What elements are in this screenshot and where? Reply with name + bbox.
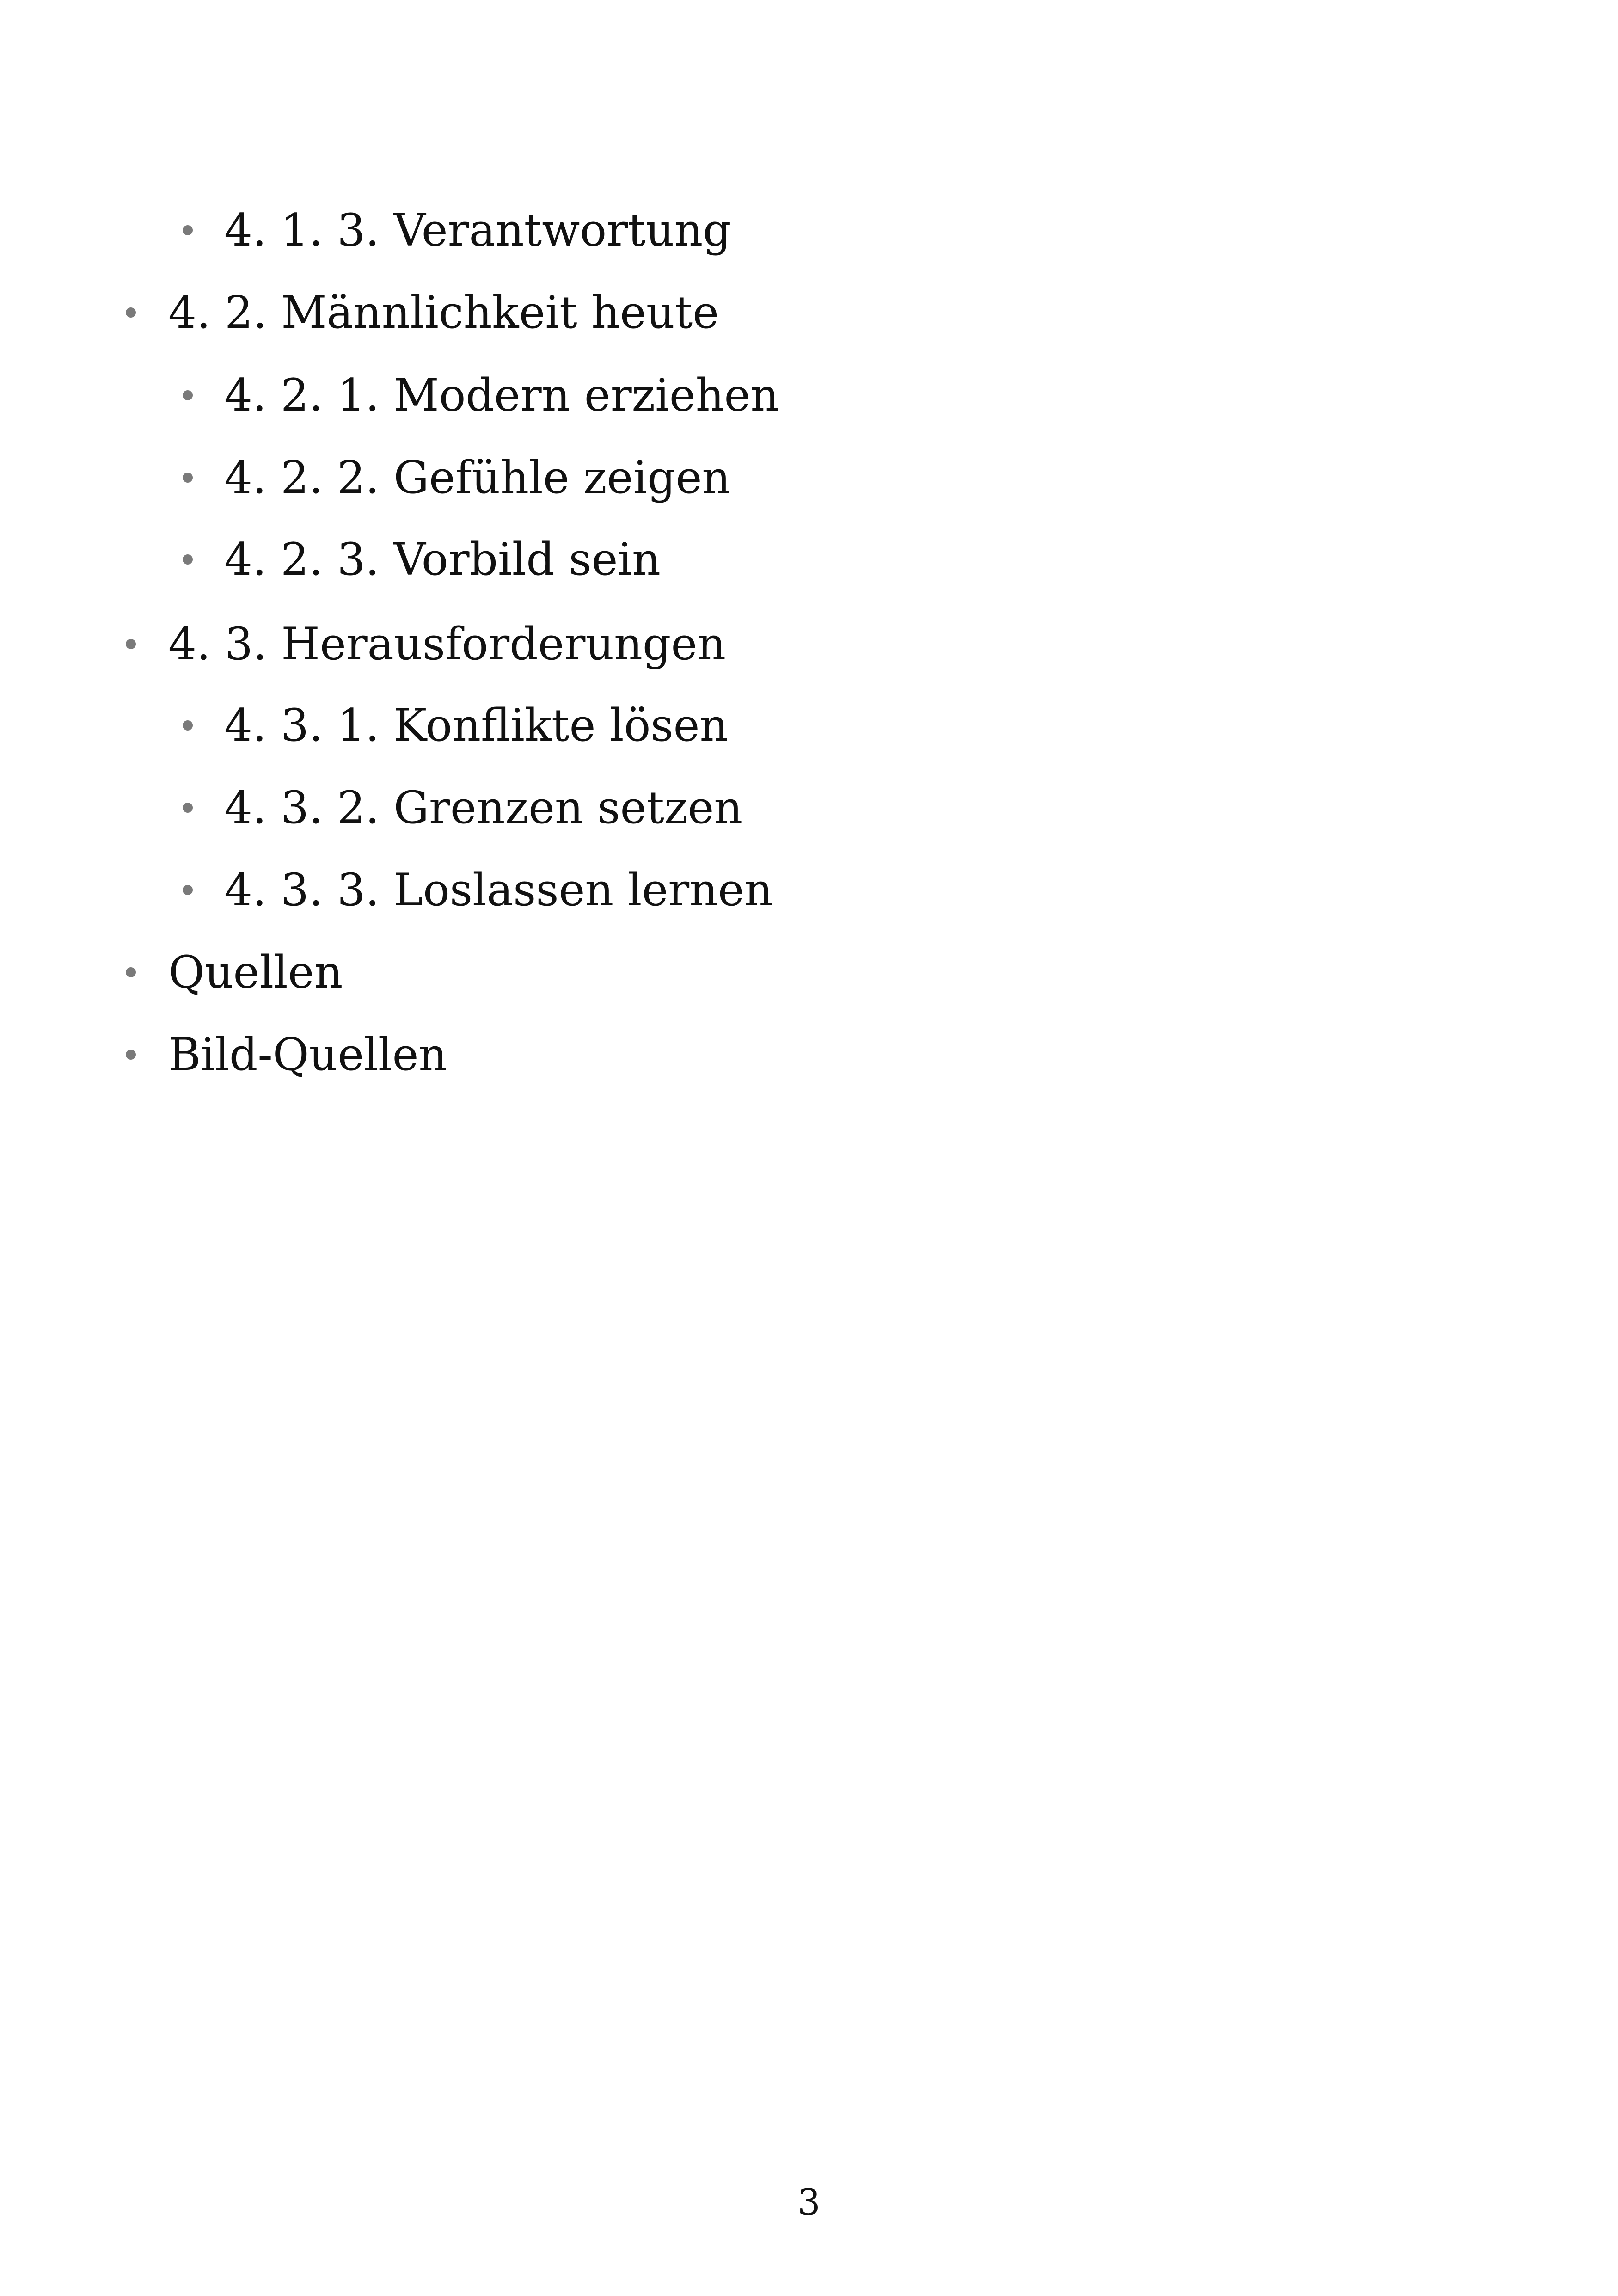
toc-item[interactable]	[183, 354, 779, 436]
toc-item-label: 4. 3. 3. Loslassen lernen	[224, 864, 773, 916]
bullet-dot-icon	[126, 307, 136, 318]
toc-item-label: 4. 2. 1. Modern erziehen	[224, 369, 779, 421]
toc-item-label: Quellen	[168, 946, 343, 998]
toc-item[interactable]	[183, 684, 728, 767]
page-number: 3	[797, 2182, 821, 2223]
table-of-contents	[0, 0, 1618, 1110]
toc-item[interactable]	[183, 518, 661, 601]
bullet-dot-icon	[183, 390, 193, 400]
toc-item[interactable]	[183, 849, 773, 931]
bullet-dot-icon	[183, 885, 193, 895]
toc-item-label: 4. 3. 1. Konflikte lösen	[224, 700, 729, 751]
bullet-dot-icon	[126, 1050, 136, 1060]
bullet-dot-icon	[183, 720, 193, 731]
toc-item[interactable]	[126, 603, 726, 685]
toc-item-label: 4. 3. 2. Grenzen setzen	[224, 782, 743, 834]
toc-item[interactable]	[183, 767, 742, 849]
toc-item-label: 4. 2. 3. Vorbild sein	[224, 534, 661, 585]
bullet-dot-icon	[183, 803, 193, 813]
toc-item[interactable]	[183, 436, 730, 519]
toc-item-label: 4. 3. Herausforderungen	[168, 618, 726, 670]
toc-item[interactable]	[183, 189, 731, 271]
bullet-dot-icon	[183, 225, 193, 235]
bullet-dot-icon	[183, 473, 193, 483]
toc-item[interactable]	[126, 931, 343, 1013]
bullet-dot-icon	[183, 554, 193, 565]
toc-item[interactable]	[126, 1013, 447, 1096]
toc-item-label: 4. 2. 2. Gefühle zeigen	[224, 452, 731, 503]
bullet-dot-icon	[126, 639, 136, 649]
toc-item[interactable]	[126, 271, 719, 354]
toc-item-label: Bild-Quellen	[168, 1029, 447, 1080]
toc-item-label: 4. 2. Männlichkeit heute	[168, 287, 719, 338]
toc-item-label: 4. 1. 3. Verantwortung	[224, 204, 731, 256]
bullet-dot-icon	[126, 967, 136, 977]
